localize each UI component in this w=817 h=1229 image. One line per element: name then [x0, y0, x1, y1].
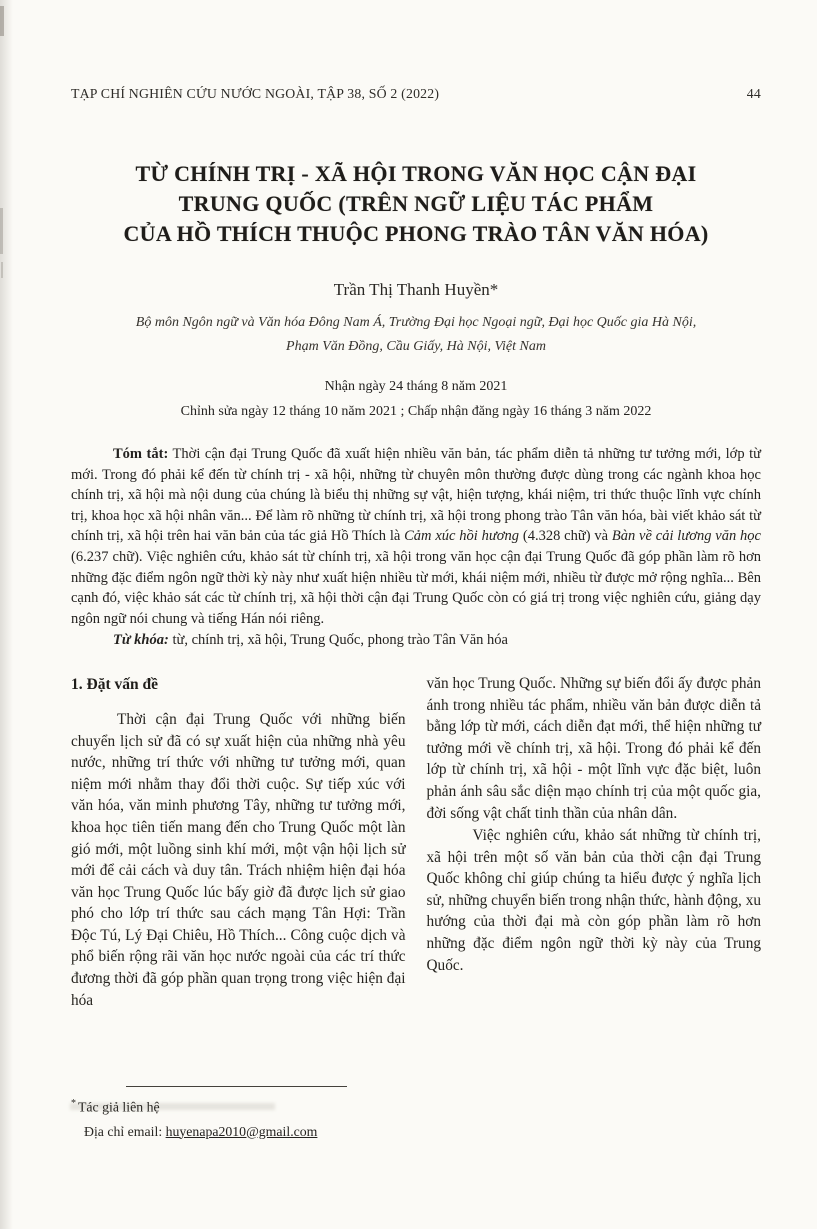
abstract-label: Tóm tắt: — [113, 446, 169, 462]
abstract-text-3: (6.237 chữ). Việc nghiên cứu, khảo sát từ chính trị, xã hội trong văn học cận đại Trung Quốc đã góp phần làm rõ hơn những đặc điểm ngôn ngữ thời kỳ này như xuất hiện nhiều từ mới, khái niệm mới, nhiều từ được mở rộng nghĩa... Bên cạnh đó, việc khảo sát các từ chính trị, xã hội thời cận đại Trung Quốc còn có giá trị trong việc nghiên cứu, giảng dạy ngôn ngữ nói chung và tiếng Hán nói riêng. — [71, 548, 761, 627]
footnote-contact-text: Tác giả liên hệ — [78, 1099, 160, 1115]
running-header — [71, 86, 761, 102]
section-1-paragraph-right-1: văn học Trung Quốc. Những sự biến đổi ấy được phản ánh trong nhiều tác phẩm, nhiều văn bản được diễn tả bằng lớp từ mới, cách diễn đạt mới, thể hiện những tư tưởng mới về chính trị, xã hội. Trong đó phải kể đến lớp từ chính trị, xã hội - một lĩnh vực đặc biệt, luôn phản ánh sâu sắc diện mạo chính trị của một quốc gia, đời sống vật chất tinh thần của nhân dân. — [426, 674, 761, 822]
email-label: Địa chỉ email: — [84, 1123, 163, 1139]
body-column-left — [71, 673, 406, 1011]
scan-artifact — [1, 262, 3, 278]
cited-work-title-2: Bàn về cải lương văn học — [611, 528, 761, 545]
date-received: Nhận ngày 24 tháng 8 năm 2021 — [324, 379, 508, 394]
abstract-paragraph — [71, 444, 761, 629]
abstract-text-1: Thời cận đại Trung Quốc đã xuất hiện nhiều văn bản, tác phẩm diễn tả những tư tưởng mới, lớp từ mới. Trong đó phải kể đến từ chính trị - xã hội, những từ chuyên môn thường được dùng trong các ngành khoa học chính trị, xã hội mà nội dung của chúng là biểu thị những sự vật, hiện tượng, khái niệm, tri thức thuộc lĩnh vực chính trị, khoa học xã hội nhân văn... Để làm rõ những từ chính trị, xã hội trong phong trào Tân văn hóa, bài viết khảo sát từ chính trị, xã hội trên hai văn bản của tác giả Hồ Thích là — [71, 446, 761, 545]
keywords-label: Từ khóa: — [113, 632, 169, 649]
section-1-paragraph-right-2: Việc nghiên cứu, khảo sát những từ chính trị, xã hội trên một số văn bản của thời cận đại Trung Quốc không chỉ giúp chúng ta hiểu được ý nghĩa lịch sử, những chuyển biến trong nhận thức, hành động, xu hướng của thời đại mà còn góp phần làm rõ hơn những đặc điểm ngôn ngữ thời kỳ này của Trung Quốc. — [426, 827, 761, 974]
email-link[interactable]: huyenapa2010@gmail.com — [165, 1123, 318, 1139]
footnote-rule — [126, 1086, 347, 1087]
keywords-text: từ, chính trị, xã hội, Trung Quốc, phong trào Tân Văn hóa — [168, 632, 508, 649]
page-number: 44 — [746, 86, 761, 101]
corresponding-author-marker: * — [489, 280, 499, 299]
keywords-line — [71, 630, 761, 651]
section-1-heading: 1. Đặt vấn đề — [71, 675, 158, 693]
scan-artifact — [0, 208, 3, 254]
footnote-line-contact — [71, 1092, 501, 1120]
date-revised-accepted: Chỉnh sửa ngày 12 tháng 10 năm 2021 ; Chấp nhận đăng ngày 16 tháng 3 năm 2022 — [180, 404, 652, 419]
two-column-body — [71, 673, 761, 1011]
body-column-right — [427, 673, 762, 1011]
author-line — [71, 280, 761, 300]
footnote-line-email — [84, 1120, 501, 1144]
article-title-line1: TỪ CHÍNH TRỊ - XÃ HỘI TRONG VĂN HỌC CẬN ĐẠI — [135, 161, 697, 186]
scan-artifact — [0, 6, 4, 36]
abstract-text-2: (4.328 chữ) và — [519, 528, 612, 545]
footnote-block — [71, 1086, 501, 1144]
article-title-line3: CỦA HỒ THÍCH THUỘC PHONG TRÀO TÂN VĂN HÓA) — [123, 221, 709, 246]
journal-title: TẠP CHÍ NGHIÊN CỨU NƯỚC NGOÀI, TẬP 38, SỐ 2 (2022) — [71, 86, 440, 101]
submission-dates — [71, 374, 761, 424]
scan-edge-shadow — [0, 0, 13, 1229]
affiliation — [71, 311, 761, 359]
affiliation-line1: Bộ môn Ngôn ngữ và Văn hóa Đông Nam Á, Trường Đại học Ngoại ngữ, Đại học Quốc gia Hà Nội, — [135, 315, 697, 330]
article-title-line2: TRUNG QUỐC (TRÊN NGỮ LIỆU TÁC PHẨM — [178, 191, 654, 216]
section-1-paragraph-left: Thời cận đại Trung Quốc với những biến chuyển lịch sử đã có sự xuất hiện của những nhà yêu nước, những trí thức với những tư tưởng mới, quan niệm mới nhằm thay đổi thời cuộc. Sự tiếp xúc với văn hóa, văn minh phương Tây, những tư tưởng mới, khoa học tiên tiến mang đến cho Trung Quốc một làn gió mới, một luồng sinh khí mới, một vận hội lịch sử mới để cải cách và duy tân. Trách nhiệm hiện đại hóa văn học Trung Quốc lúc bấy giờ đã được lịch sử giao phó cho lớp trí thức sau cách mạng Tân Hợi: Trần Độc Tú, Lý Đại Chiêu, Hồ Thích... Công cuộc dịch và phổ biến rộng rãi văn học nước ngoài của các trí thức đương thời đã góp phần quan trọng trong việc hiện đại hóa — [71, 710, 406, 1009]
article-title — [71, 159, 761, 249]
page-content — [71, 0, 761, 1011]
cited-work-title-1: Cảm xúc hồi hương — [404, 528, 520, 545]
footnote-marker: * — [71, 1098, 76, 1109]
author-name: Trần Thị Thanh Huyền — [333, 280, 490, 299]
affiliation-line2: Phạm Văn Đồng, Cầu Giấy, Hà Nội, Việt Nam — [286, 339, 546, 354]
